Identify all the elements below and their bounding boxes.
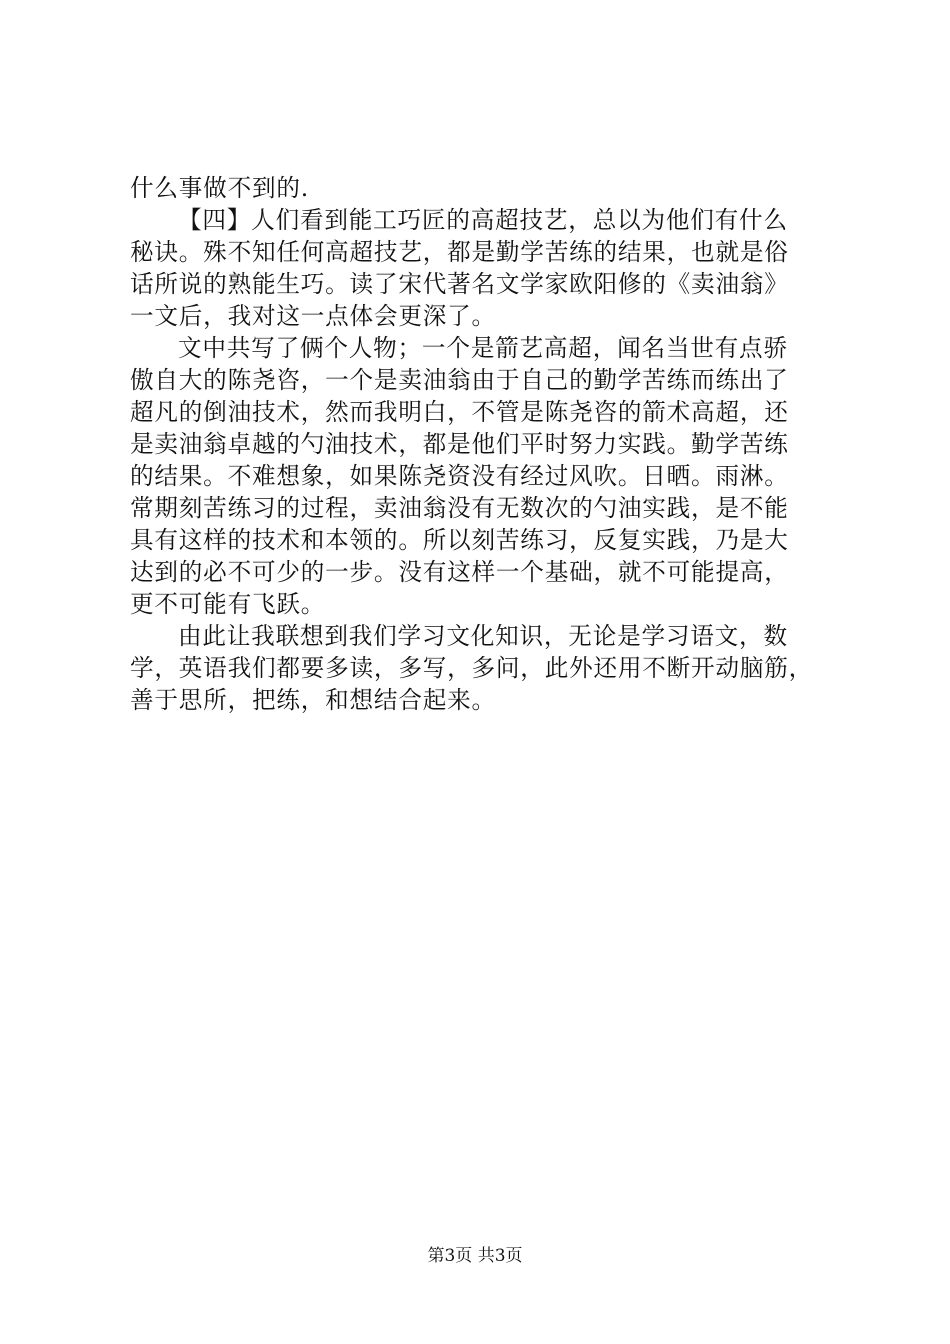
page-number-footer: 第3页 共3页: [427, 1246, 523, 1266]
text-line: 一文后，我对这一点体会更深了。: [130, 302, 496, 330]
paragraph-start-line: 文中共写了俩个人物；一个是箭艺高超，闻名当世有点骄: [178, 334, 788, 362]
text-line: 常期刻苦练习的过程，卖油翁没有无数次的勺油实践，是不能: [130, 494, 789, 522]
text-line: 话所说的熟能生巧。读了宋代著名文学家欧阳修的《卖油翁》: [130, 270, 789, 298]
text-line: 傲自大的陈尧咨，一个是卖油翁由于自己的勤学苦练而练出了: [130, 366, 789, 394]
paragraph-start-line: 由此让我联想到我们学习文化知识，无论是学习语文，数: [178, 622, 788, 650]
text-line: 超凡的倒油技术，然而我明白，不管是陈尧咨的箭术高超，还: [130, 398, 789, 426]
text-line: 的结果。不难想象，如果陈尧资没有经过风吹。日晒。雨淋。: [130, 462, 789, 490]
text-line: 达到的必不可少的一步。没有这样一个基础，就不可能提高，: [130, 558, 789, 586]
text-line: 学，英语我们都要多读，多写，多问，此外还用不断开动脑筋，: [130, 654, 814, 682]
text-line: 具有这样的技术和本领的。所以刻苦练习，反复实践，乃是大: [130, 526, 789, 554]
text-line: 是卖油翁卓越的勺油技术，都是他们平时努力实践。勤学苦练: [130, 430, 789, 458]
text-line: 什么事做不到的.: [130, 174, 310, 202]
document-body: [130, 172, 830, 716]
text-line: 善于思所，把练，和想结合起来。: [130, 686, 496, 714]
text-line: 更不可能有飞跃。: [130, 590, 326, 618]
text-line: 秘诀。殊不知任何高超技艺，都是勤学苦练的结果，也就是俗: [130, 238, 789, 266]
paragraph-start-line: 【四】人们看到能工巧匠的高超技艺，总以为他们有什么: [178, 206, 788, 234]
